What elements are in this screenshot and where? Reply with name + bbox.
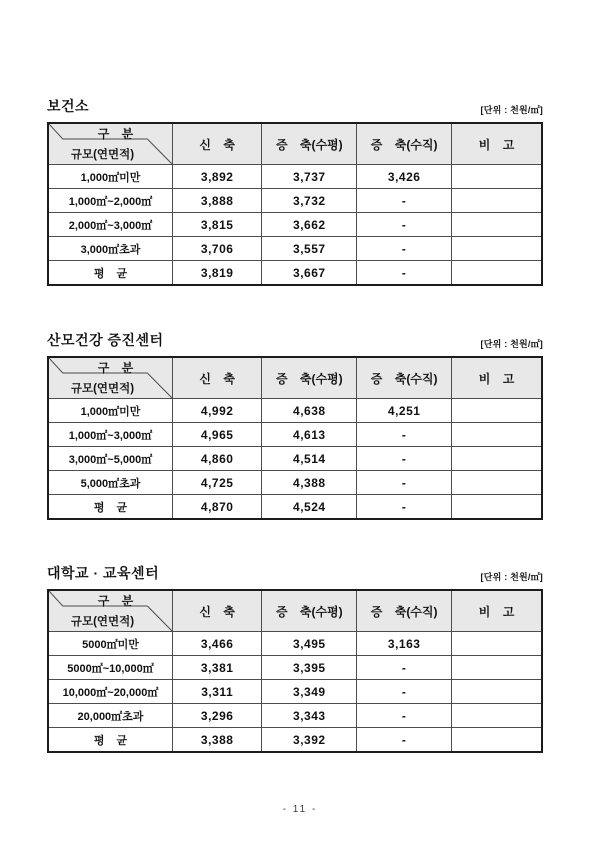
corner-bottom-label: 규모(연면적) xyxy=(70,616,135,628)
corner-top-label: 구 분 xyxy=(97,127,134,141)
value-new-construction: 3,819 xyxy=(172,261,261,286)
header-extension-vertical: 증 축(수직) xyxy=(357,590,452,632)
corner-bottom-label: 규모(연면적) xyxy=(70,149,135,161)
value-new-construction: 4,870 xyxy=(172,495,261,520)
table-header xyxy=(48,590,542,632)
table-row xyxy=(48,423,542,447)
value-new-construction: 3,311 xyxy=(172,680,261,704)
row-label-cell: 2,000㎡~3,000㎡ xyxy=(48,213,172,237)
table-row xyxy=(48,632,542,656)
value-extension-vertical: - xyxy=(357,423,452,447)
value-extension-horizontal: 3,343 xyxy=(262,704,357,728)
value-extension-horizontal: 3,737 xyxy=(262,165,357,189)
table-row xyxy=(48,704,542,728)
row-label-cell: 평 균 xyxy=(48,261,172,286)
unit-label: [단위 : 천원/㎡] xyxy=(480,105,543,115)
row-label-cell: 1,000㎡~3,000㎡ xyxy=(48,423,172,447)
value-extension-vertical: - xyxy=(357,471,452,495)
corner-header-cell xyxy=(48,357,172,399)
note-cell xyxy=(452,632,542,656)
section-header xyxy=(47,563,543,583)
value-extension-vertical: 3,163 xyxy=(357,632,452,656)
note-cell xyxy=(452,680,542,704)
header-extension-horizontal: 증 축(수평) xyxy=(262,590,357,632)
table-row xyxy=(48,237,542,261)
note-cell xyxy=(452,423,542,447)
corner-header-cell xyxy=(48,590,172,632)
corner-top-label: 구 분 xyxy=(97,361,134,375)
value-extension-horizontal: 4,388 xyxy=(262,471,357,495)
value-extension-vertical: - xyxy=(357,656,452,680)
row-label-cell: 1,000㎡~2,000㎡ xyxy=(48,189,172,213)
value-extension-horizontal: 3,667 xyxy=(262,261,357,286)
value-extension-horizontal: 3,732 xyxy=(262,189,357,213)
header-extension-vertical: 증 축(수직) xyxy=(357,123,452,165)
table-row xyxy=(48,471,542,495)
table-row xyxy=(48,165,542,189)
value-new-construction: 4,965 xyxy=(172,423,261,447)
value-extension-horizontal: 3,395 xyxy=(262,656,357,680)
value-new-construction: 3,466 xyxy=(172,632,261,656)
value-extension-vertical: - xyxy=(357,237,452,261)
table-row xyxy=(48,447,542,471)
value-extension-vertical: 4,251 xyxy=(357,399,452,423)
table-row xyxy=(48,189,542,213)
value-new-construction: 3,381 xyxy=(172,656,261,680)
fee-table xyxy=(47,122,543,286)
row-label-cell: 평 균 xyxy=(48,495,172,520)
value-extension-vertical: - xyxy=(357,680,452,704)
corner-bottom-label: 규모(연면적) xyxy=(70,383,135,395)
table-header xyxy=(48,357,542,399)
value-extension-vertical: - xyxy=(357,447,452,471)
note-cell xyxy=(452,704,542,728)
section-header xyxy=(47,330,543,350)
table-body xyxy=(48,165,542,286)
row-label-cell: 평 균 xyxy=(48,728,172,753)
value-new-construction: 3,892 xyxy=(172,165,261,189)
row-label-cell: 1,000㎡미만 xyxy=(48,399,172,423)
note-cell xyxy=(452,165,542,189)
row-label-cell: 3,000㎡초과 xyxy=(48,237,172,261)
unit-label: [단위 : 천원/㎡] xyxy=(480,339,543,349)
header-new-construction: 신 축 xyxy=(172,123,261,165)
section-title: 산모건강 증진센터 xyxy=(47,332,164,348)
value-new-construction: 3,815 xyxy=(172,213,261,237)
table-row xyxy=(48,495,542,520)
fee-table xyxy=(47,356,543,520)
value-new-construction: 4,992 xyxy=(172,399,261,423)
header-note: 비 고 xyxy=(452,357,542,399)
corner-header-cell xyxy=(48,123,172,165)
note-cell xyxy=(452,471,542,495)
note-cell xyxy=(452,399,542,423)
value-extension-vertical: - xyxy=(357,495,452,520)
corner-top-label: 구 분 xyxy=(97,594,134,608)
table-header xyxy=(48,123,542,165)
note-cell xyxy=(452,189,542,213)
section-maternal-health-center xyxy=(47,330,543,520)
table-body xyxy=(48,399,542,520)
header-row xyxy=(48,123,542,165)
row-label-cell: 3,000㎡~5,000㎡ xyxy=(48,447,172,471)
value-extension-vertical: - xyxy=(357,728,452,753)
header-row xyxy=(48,357,542,399)
section-university-education-center xyxy=(47,563,543,753)
header-extension-horizontal: 증 축(수평) xyxy=(262,357,357,399)
header-row xyxy=(48,590,542,632)
value-extension-horizontal: 3,495 xyxy=(262,632,357,656)
note-cell xyxy=(452,261,542,286)
row-label-cell: 5000㎡~10,000㎡ xyxy=(48,656,172,680)
section-health-center xyxy=(47,96,543,286)
value-extension-horizontal: 3,392 xyxy=(262,728,357,753)
value-extension-vertical: - xyxy=(357,261,452,286)
page-number: - 11 - xyxy=(282,804,318,815)
value-extension-horizontal: 4,514 xyxy=(262,447,357,471)
header-new-construction: 신 축 xyxy=(172,357,261,399)
value-new-construction: 3,388 xyxy=(172,728,261,753)
value-new-construction: 3,706 xyxy=(172,237,261,261)
note-cell xyxy=(452,728,542,753)
value-extension-vertical: 3,426 xyxy=(357,165,452,189)
note-cell xyxy=(452,495,542,520)
row-label-cell: 20,000㎡초과 xyxy=(48,704,172,728)
unit-label: [단위 : 천원/㎡] xyxy=(480,572,543,582)
table-row xyxy=(48,680,542,704)
value-extension-horizontal: 4,613 xyxy=(262,423,357,447)
section-title: 보건소 xyxy=(47,98,90,114)
value-extension-horizontal: 4,638 xyxy=(262,399,357,423)
note-cell xyxy=(452,213,542,237)
note-cell xyxy=(452,447,542,471)
row-label-cell: 10,000㎡~20,000㎡ xyxy=(48,680,172,704)
value-extension-horizontal: 4,524 xyxy=(262,495,357,520)
header-extension-vertical: 증 축(수직) xyxy=(357,357,452,399)
row-label-cell: 5000㎡미만 xyxy=(48,632,172,656)
row-label-cell: 1,000㎡미만 xyxy=(48,165,172,189)
header-extension-horizontal: 증 축(수평) xyxy=(262,123,357,165)
value-new-construction: 4,725 xyxy=(172,471,261,495)
table-row xyxy=(48,399,542,423)
value-extension-horizontal: 3,662 xyxy=(262,213,357,237)
row-label-cell: 5,000㎡초과 xyxy=(48,471,172,495)
table-body xyxy=(48,632,542,753)
fee-table xyxy=(47,589,543,753)
value-new-construction: 3,296 xyxy=(172,704,261,728)
table-row xyxy=(48,213,542,237)
value-new-construction: 3,888 xyxy=(172,189,261,213)
note-cell xyxy=(452,237,542,261)
table-row xyxy=(48,728,542,753)
value-extension-vertical: - xyxy=(357,704,452,728)
section-title: 대학교 · 교육센터 xyxy=(47,565,160,581)
value-extension-horizontal: 3,557 xyxy=(262,237,357,261)
value-new-construction: 4,860 xyxy=(172,447,261,471)
section-header xyxy=(47,96,543,116)
note-cell xyxy=(452,656,542,680)
value-extension-vertical: - xyxy=(357,213,452,237)
header-note: 비 고 xyxy=(452,123,542,165)
header-new-construction: 신 축 xyxy=(172,590,261,632)
value-extension-horizontal: 3,349 xyxy=(262,680,357,704)
table-row xyxy=(48,656,542,680)
header-note: 비 고 xyxy=(452,590,542,632)
table-row xyxy=(48,261,542,286)
value-extension-vertical: - xyxy=(357,189,452,213)
